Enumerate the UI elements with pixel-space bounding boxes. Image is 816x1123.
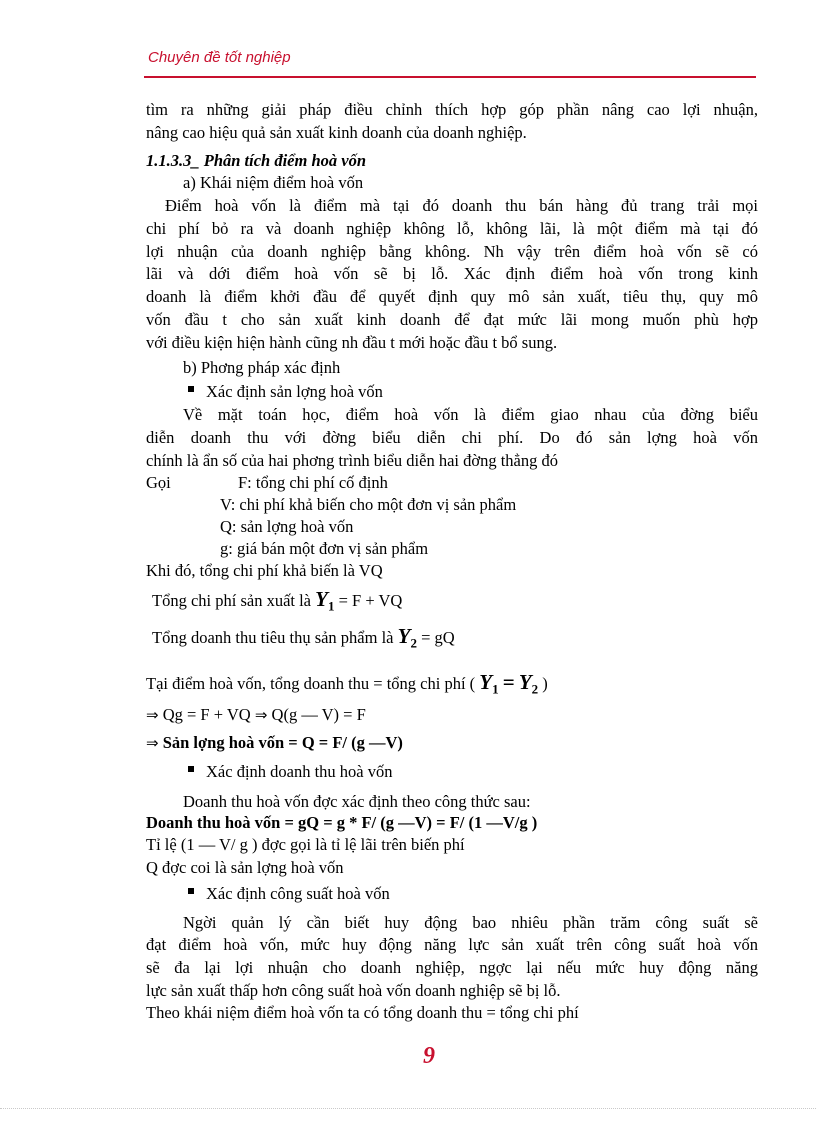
formula-total-revenue — [152, 626, 455, 653]
section-title: 1.1.3.3_ Phân tích điểm hoà vốn — [146, 151, 367, 170]
paragraph-line: đạt điểm hoà vốn, mức huy động năng lực sản xuất trên công suất hoà vốn — [146, 935, 758, 954]
subheading-b: b) Phơng pháp xác định — [183, 358, 341, 377]
definition-v: V: chi phí khả biến cho một đơn vị sản phẩm — [220, 495, 517, 514]
formula-text: Tại điểm hoà vốn, tổng doanh thu = tổng chi phí ( — [146, 674, 476, 693]
y-subscript: 1 — [492, 681, 499, 697]
bullet-item — [188, 382, 383, 402]
bullet-square-icon — [188, 386, 194, 392]
paragraph-line: Tỉ lệ (1 — V/ g ) đợc gọi là tỉ lệ lãi trên biến phí — [146, 835, 465, 854]
paragraph-line: chính là ẩn số của hai phơng trình biểu diễn hai đờng thẳng đó — [146, 451, 558, 470]
paragraph-line: Khi đó, tổng chi phí khả biến là VQ — [146, 561, 383, 580]
bullet-item — [188, 884, 390, 904]
paragraph-line: lực sản xuất thấp hơn công suất hoà vốn doanh nghiệp sẽ bị lỗ. — [146, 981, 561, 1000]
header-title: Chuyên đề tốt nghiệp — [148, 49, 291, 66]
implies-arrow-icon: ⇒ — [254, 706, 268, 724]
paragraph-line: nâng cao hiệu quả sản xuất kinh doanh của doanh nghiệp. — [146, 123, 527, 142]
paragraph-line: doanh là điểm khởi đầu để quyết định quy mô sản xuất, tiêu thụ, quy mô — [146, 287, 758, 306]
paragraph-line: Theo khái niệm điểm hoà vốn ta có tổng doanh thu = tổng chi phí — [146, 1003, 579, 1022]
y-variable: Y — [315, 587, 328, 611]
close-paren: ) — [542, 674, 548, 693]
definition-q: Q: sản lợng hoà vốn — [220, 517, 354, 536]
paragraph-line: chi phí bỏ ra và doanh nghiệp không lỗ, không lãi, là một điểm mà tại đó — [146, 219, 758, 238]
paragraph-line: diễn doanh thu với đờng biểu diễn chi phí. Do đó sản lợng hoà vốn — [146, 428, 758, 447]
paragraph-line: vốn đầu t cho sản xuất kinh doanh để đạt mức lãi mong muốn phù hợp — [146, 310, 758, 329]
paragraph-line: sẽ đa lại lợi nhuận cho doanh nghiệp, ngợc lại nếu mức huy động năng — [146, 958, 758, 977]
bullet-text: Xác định sản lợng hoà vốn — [206, 382, 383, 401]
formula-expression: = F + VQ — [338, 591, 403, 610]
formula-text: Tổng chi phí sản xuất là — [152, 591, 312, 610]
y-variable: Y — [397, 624, 411, 648]
derivation-expression: Qg = F + VQ — [162, 705, 251, 724]
footer-divider — [0, 1108, 816, 1109]
y-subscript: 2 — [410, 635, 417, 651]
page-number: 9 — [423, 1043, 435, 1069]
derivation-line-2 — [146, 733, 403, 753]
bullet-text: Xác định công suất hoà vốn — [206, 884, 390, 903]
paragraph-line: Điểm hoà vốn là điểm mà tại đó doanh thu bán hàng đủ trang trải mọi — [165, 196, 758, 215]
y-subscript: 1 — [327, 598, 335, 614]
implies-arrow-icon: ⇒ — [146, 706, 159, 724]
header-divider — [144, 76, 756, 78]
y-subscript: 2 — [531, 681, 539, 697]
formula-text: Tổng doanh thu tiêu thụ sản phẩm là — [152, 628, 394, 647]
definition-f: F: tổng chi phí cố định — [238, 473, 388, 492]
paragraph-line: lãi và dới điểm hoà vốn sẽ bị lỗ. Xác định điểm hoà vốn trong kinh — [146, 264, 758, 283]
goi-label: Gọi — [146, 473, 171, 492]
equals-sign: = — [502, 670, 515, 694]
bullet-item — [188, 762, 393, 782]
derivation-line-1 — [146, 705, 366, 725]
breakeven-quantity-formula: Sản lợng hoà vốn = Q = F/ (g —V) — [162, 733, 403, 752]
paragraph-line: tìm ra những giải pháp điều chỉnh thích hợp góp phần nâng cao lợi nhuận, — [146, 100, 758, 119]
revenue-formula: Doanh thu hoà vốn = gQ = g * F/ (g —V) = F/ (1 —V/g ) — [146, 813, 538, 832]
formula-expression: = gQ — [421, 628, 455, 647]
paragraph-line: Doanh thu hoà vốn đợc xác định theo công thức sau: — [183, 792, 531, 811]
paragraph-line: với điều kiện hiện hành cũng nh đầu t mới hoặc đầu t bổ sung. — [146, 333, 558, 352]
paragraph-line: Q đợc coi là sản lợng hoà vốn — [146, 858, 344, 877]
subheading-a: a) Khái niệm điểm hoà vốn — [183, 173, 364, 192]
bullet-square-icon — [188, 766, 194, 772]
derivation-expression: Q(g — V) = F — [271, 705, 366, 724]
formula-breakeven-condition — [146, 672, 548, 699]
formula-total-cost — [152, 589, 402, 616]
paragraph-line: Ngời quản lý cần biết huy động bao nhiêu phần trăm công suất sẽ — [183, 913, 758, 932]
definition-g: g: giá bán một đơn vị sản phẩm — [220, 539, 429, 558]
implies-arrow-icon: ⇒ — [146, 734, 159, 752]
bullet-text: Xác định doanh thu hoà vốn — [206, 762, 393, 781]
y-variable: Y — [518, 670, 532, 694]
paragraph-line: Về mặt toán học, điểm hoà vốn là điểm giao nhau của đờng biểu — [183, 405, 758, 424]
y-variable: Y — [479, 670, 493, 694]
bullet-square-icon — [188, 888, 194, 894]
paragraph-line: lợi nhuận của doanh nghiệp bằng không. Nh vậy trên điểm hoà vốn sẽ có — [146, 242, 758, 261]
